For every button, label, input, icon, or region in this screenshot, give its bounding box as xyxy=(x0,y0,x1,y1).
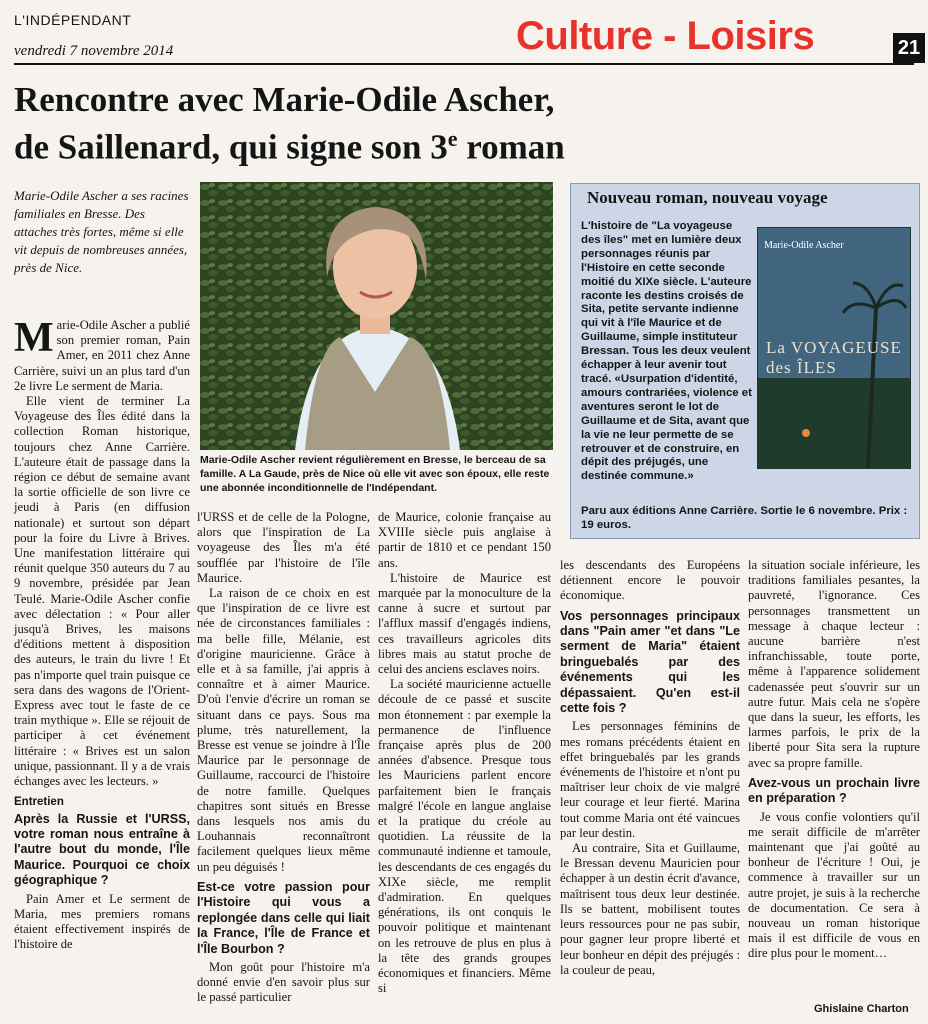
publication-name: L'INDÉPENDANT xyxy=(14,12,132,28)
author-signature: Ghislaine Charton xyxy=(814,1003,909,1015)
author-portrait-illustration xyxy=(200,182,553,450)
headline-line-2 xyxy=(14,119,914,167)
col1-paragraph-2: Elle vient de terminer La Voyageuse des Îles édité dans la collection Roman historique, toujours chez Anne Carrière. L'auteure était de passage dans la région ce début de semaine avant la sortie officielle de son livre ce jeudi à Paris (en diffusion nationale) et surtout son départ pour la foire du Livre à Brives. Une manifestation littéraire qui réunit quelque 350 auteurs du 7 au 9 novembre, présidée par Jean Teulé. Marie-Odile Ascher confie avec délectation : « Pour aller jusqu'à Brives, les maisons d'éditions mettent à disposition des auteurs, le train du livre ! Et pas n'importe quel train puisque ce sera dans des wagons de l'Orient-Express avec tout le faste de ce train mythique ». Elle se réjouit de participer à cet événement littéraire : « Brives est un salon unique, passionnant. Il y a de vrais échanges avec les lecteurs. » xyxy=(14,394,190,789)
col2-paragraph-1: l'URSS et de celle de la Pologne, alors que l'inspiration de La voyageuse des Îles m'a été soufflée par l'histoire de l'île Maurice. xyxy=(197,510,370,585)
book-cover-title: La VOYAGEUSE des ÎLES xyxy=(766,338,902,377)
sidebar-box xyxy=(570,183,920,539)
book-cover-author: Marie-Odile Ascher xyxy=(764,240,844,251)
book-cover xyxy=(757,227,911,469)
sidebar-text: L'histoire de "La voyageuse des îles" met en lumière deux personnages réunis par l'Histoire en cette seconde moitié du XIXe siècle. L'auteure raconte les destins croisés de Sita, petite servante indienne qui vit à l'île Maurice et de Guillaume, simple instituteur Bressan. Tous les deux veulent échapper à leur avenir tout tracé. «Usurpation d'identité, amours contrariées, violence et aventures seront le lot de Guillaume et de Sita, avant que la vie ne leur permette de se retrouver et de construire, en dépit des préjugés, une destinée commune.» xyxy=(581,220,752,483)
col3-paragraph-1: de Maurice, colonie française au XVIIIe siècle puis anglaise à partir de 1810 et ce pendant 150 ans. xyxy=(378,510,551,570)
col4-paragraph-3: Au contraire, Sita et Guillaume, le Bressan devenu Mauricien pour échapper à un destin écrit d'avance, maîtrisent tous deux leur destinée. Ils se battent, mobilisent toutes leurs ressources pour ne pas subir, pour gagner leur propre liberté et leur bonheur en dépit des préjugés : la couleur de peau, xyxy=(560,841,740,977)
headline-line-1: Rencontre avec Marie-Odile Ascher, xyxy=(14,80,555,119)
article-column-3 xyxy=(378,510,551,997)
publication-info: Paru aux éditions Anne Carrière. Sortie le 6 novembre. Prix : 19 euros. xyxy=(581,505,908,531)
col5-paragraph-1: la situation sociale inférieure, les traditions familiales pesantes, la pauvreté, l'ignorance. Ces personnages transmettent un message à chaque lecteur : aucune barrière n'est infranchissable, toute porte, même à l'apparence solidement cadenassée peut s'ouvrir sur un autre futur. Mais cela ne s'opère que dans la sueur, les efforts, les larmes parfois, le prix de la liberté pour Sita sera la rupture avec sa propre famille. xyxy=(748,558,920,770)
col3-paragraph-3: La société mauricienne actuelle découle de ce passé et suscite mon étonnement : par exemple la permanence de l'influence française après plus de 200 années d'absence. Presque tous les Mauriciens parlent encore parfaitement bien le français malgré l'école en langue anglaise et la pratique du créole au quotidien. La réussite de la communauté indienne et tamoule, les descendants de ces engagés du XIXe siècle, me remplit d'admiration. En quelques générations, ils ont conquis le pouvoir politique et maintenant on les retrouve de plus en plus à la tête des grands groupes économiques et financiers. Même si xyxy=(378,677,551,996)
col5-paragraph-2: Je vous confie volontiers qu'il me serait difficile de m'arrêter maintenant que j'ai goûté au bonheur de l'écriture ! Oui, je commence à travailler sur un autre projet, je suis à la recherche de documentation. Ce sera à nouveau un roman historique mais il est difficile de vous en dire plus pour le moment… xyxy=(748,809,920,961)
col5-question: Avez-vous un prochain livre en préparation ? xyxy=(748,775,920,806)
col1-paragraph-3: Pain Amer et Le serment de Maria, mes premiers romans étaient effectivement inspirés de l'histoire de xyxy=(14,891,190,952)
col3-paragraph-2: L'histoire de Maurice est marquée par la monoculture de la canne à sucre et surtout par l'afflux massif d'engagés indiens, ces travailleurs agricoles dits libres mais au statut proche de celui des anciens esclaves noirs. xyxy=(378,570,551,677)
section-title: Culture - Loisirs xyxy=(516,14,815,58)
author-photo xyxy=(200,182,553,450)
col2-paragraph-3: Mon goût pour l'histoire m'a donné envie d'en savoir plus sur le passé particulier xyxy=(197,959,370,1005)
article-column-2 xyxy=(197,510,370,1006)
article-headline xyxy=(14,80,914,167)
col4-question: Vos personnages principaux dans "Pain amer "et dans "Le serment de Maria" étaient bringuebalés par des événements qui les dépassaient. Qu'en est-il cette fois ? xyxy=(560,608,740,716)
article-column-1 xyxy=(14,315,190,952)
sidebar-title: Nouveau roman, nouveau voyage xyxy=(587,188,828,207)
issue-date: vendredi 7 novembre 2014 xyxy=(14,43,174,59)
drop-cap: M xyxy=(14,315,54,361)
headline-superscript: e xyxy=(447,126,458,151)
col4-paragraph-2: Les personnages féminins de mes romans précédents étaient en effet bringuebalés par les grands événements de l'histoire et n'ont pu maîtriser leur choix de vie malgré leur courage et leur fierté. Marina tout comme Maria ont été vaincues par leur destin. xyxy=(560,719,740,840)
col1-paragraph-1: arie-Odile Ascher a publié son premier roman, Pain Amer, en 2011 chez Anne Carrière, suivi un an plus tard d'un 2e livre Le serment de Maria. xyxy=(14,318,190,393)
headline-part: de Saillenard, qui signe son 3 xyxy=(14,127,448,167)
col2-question: Est-ce votre passion pour l'Histoire qui vous a replongée dans celle qui liait la France, l'Île de France et l'Île Bourbon ? xyxy=(197,879,370,956)
article-deck: Marie-Odile Ascher a ses racines familiales en Bresse. Des attaches très fortes, même si elle vit depuis de nombreuses années, près de Nice. xyxy=(14,188,189,275)
interview-label: Entretien xyxy=(14,796,64,809)
photo-caption: Marie-Odile Ascher revient régulièrement en Bresse, le berceau de sa famille. A La Gaude, près de Nice où elle vit avec son époux, elle reste une abonnée inconditionnelle de l'Indépendant. xyxy=(200,454,550,494)
col2-paragraph-2: La raison de ce choix en est que l'inspiration de ce livre est née de circonstances familiales : ma belle fille, Mélanie, est d'origine mauricienne. Grâce à elle et à sa famille, j'ai appris à connaître et à aimer Maurice. D'où l'envie d'écrire un roman se situant dans ce pays. Sous ma plume, très naturellement, la Bresse est venue se joindre à l'Île Maurice par le personnage de Guillaume, raccourci de l'histoire de notre famille. Quelques chapitres sont situés en Bresse dans lesquels nos amis du Louhannais reconnaîtront facilement quelques lieux même un peu déguisés ! xyxy=(197,586,370,874)
article-column-4 xyxy=(560,558,740,978)
col4-paragraph-1: les descendants des Européens détiennent encore le pouvoir économique. xyxy=(560,558,740,603)
article-column-5 xyxy=(748,558,920,962)
headline-part-end: roman xyxy=(457,127,565,167)
header-rule xyxy=(14,63,914,65)
col1-question: Après la Russie et l'URSS, votre roman nous entraîne à l'autre bout du monde, l'Île Maurice. Pourquoi ce choix géographique ? xyxy=(14,811,190,888)
page-number: 21 xyxy=(893,33,925,63)
